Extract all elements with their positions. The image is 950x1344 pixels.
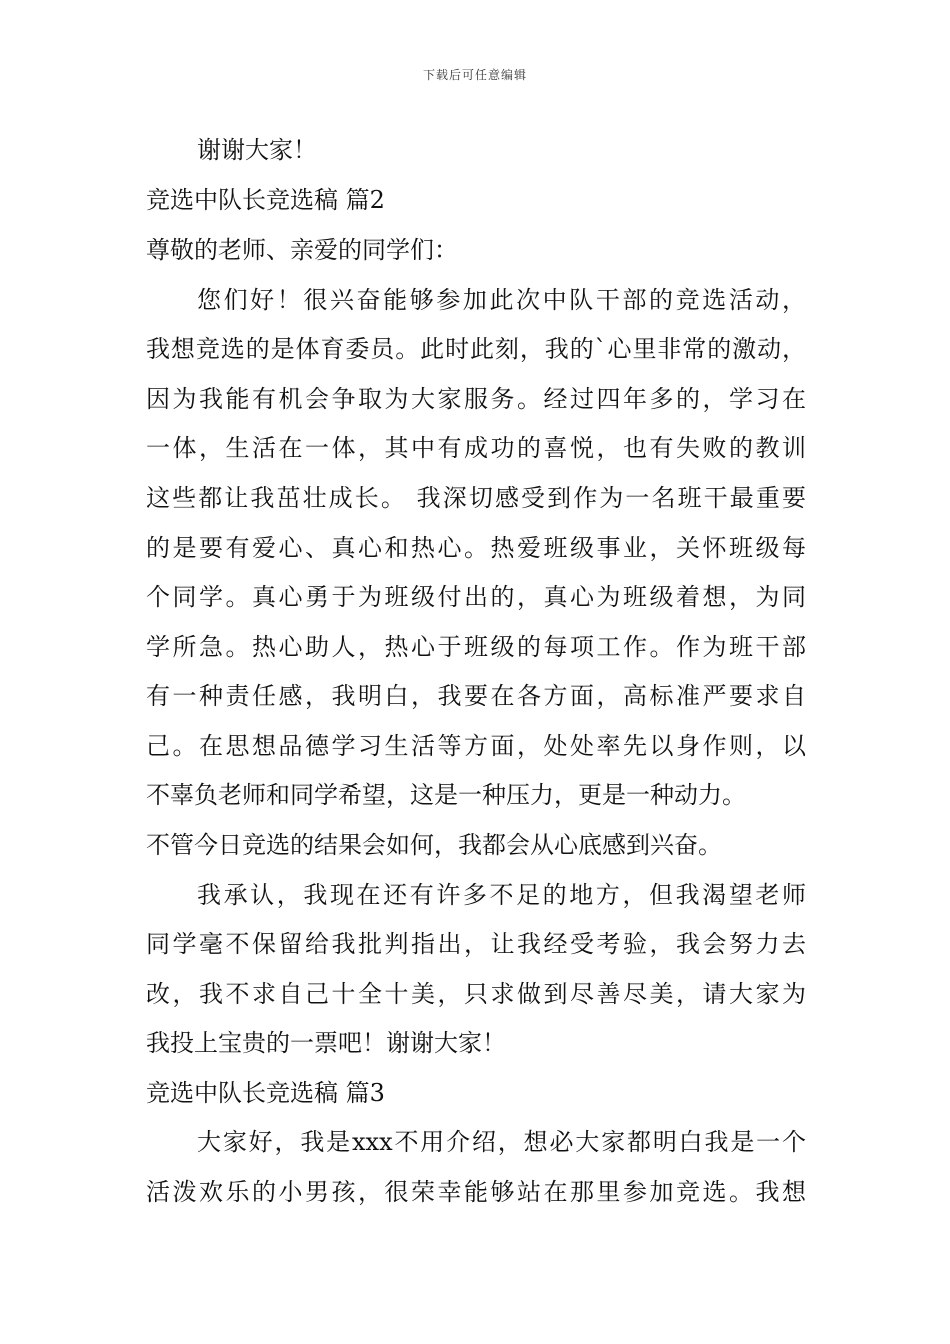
section-heading: 竞选中队长竞选稿 篇2: [146, 186, 385, 214]
header-note: 下载后可任意编辑: [422, 68, 527, 82]
text-line: 有一种责任感，我明白，我要在各方面，高标准严要求自: [146, 682, 806, 710]
text-line: 我投上宝贵的一票吧！谢谢大家！: [146, 1029, 506, 1057]
text-line: 同学毫不保留给我批判指出，让我经受考验，我会努力去: [146, 930, 806, 958]
text-line: 学所急。热心助人，热心于班级的每项工作。作为班干部: [146, 633, 806, 661]
text-line: 一体，生活在一体，其中有成功的喜悦，也有失败的教训: [146, 434, 806, 462]
text-line: 这些都让我茁壮成长。 我深切感受到作为一名班干最重要: [146, 484, 806, 512]
text-line: 我承认，我现在还有许多不足的地方，但我渴望老师: [197, 881, 806, 909]
text-line: 您们好！很兴奋能够参加此次中队干部的竞选活动，: [197, 286, 806, 314]
text-line: 改，我不求自己十全十美，只求做到尽善尽美，请大家为: [146, 980, 806, 1008]
text-line: 己。在思想品德学习生活等方面，处处率先以身作则，以: [146, 732, 806, 760]
text-line: 的是要有爱心、真心和热心。热爱班级事业，关怀班级每: [146, 534, 806, 562]
text-line: 谢谢大家！: [197, 136, 317, 164]
text-line: 活泼欢乐的小男孩，很荣幸能够站在那里参加竞选。我想: [146, 1178, 806, 1206]
text-line: 我想竞选的是体育委员。此时此刻，我的`心里非常的激动，: [146, 335, 806, 363]
text-line: 个同学。真心勇于为班级付出的，真心为班级着想，为同: [146, 583, 806, 611]
text-line: 因为我能有机会争取为大家服务。经过四年多的，学习在: [146, 385, 806, 413]
salutation: 尊敬的老师、亲爱的同学们：: [146, 236, 458, 264]
text-line: 不管今日竞选的结果会如何，我都会从心底感到兴奋。: [146, 831, 722, 859]
text-line: 大家好，我是xxx不用介绍，想必大家都明白我是一个: [197, 1128, 806, 1156]
section-heading: 竞选中队长竞选稿 篇3: [146, 1079, 385, 1107]
text-line: 不辜负老师和同学希望，这是一种压力，更是一种动力。: [146, 781, 746, 809]
